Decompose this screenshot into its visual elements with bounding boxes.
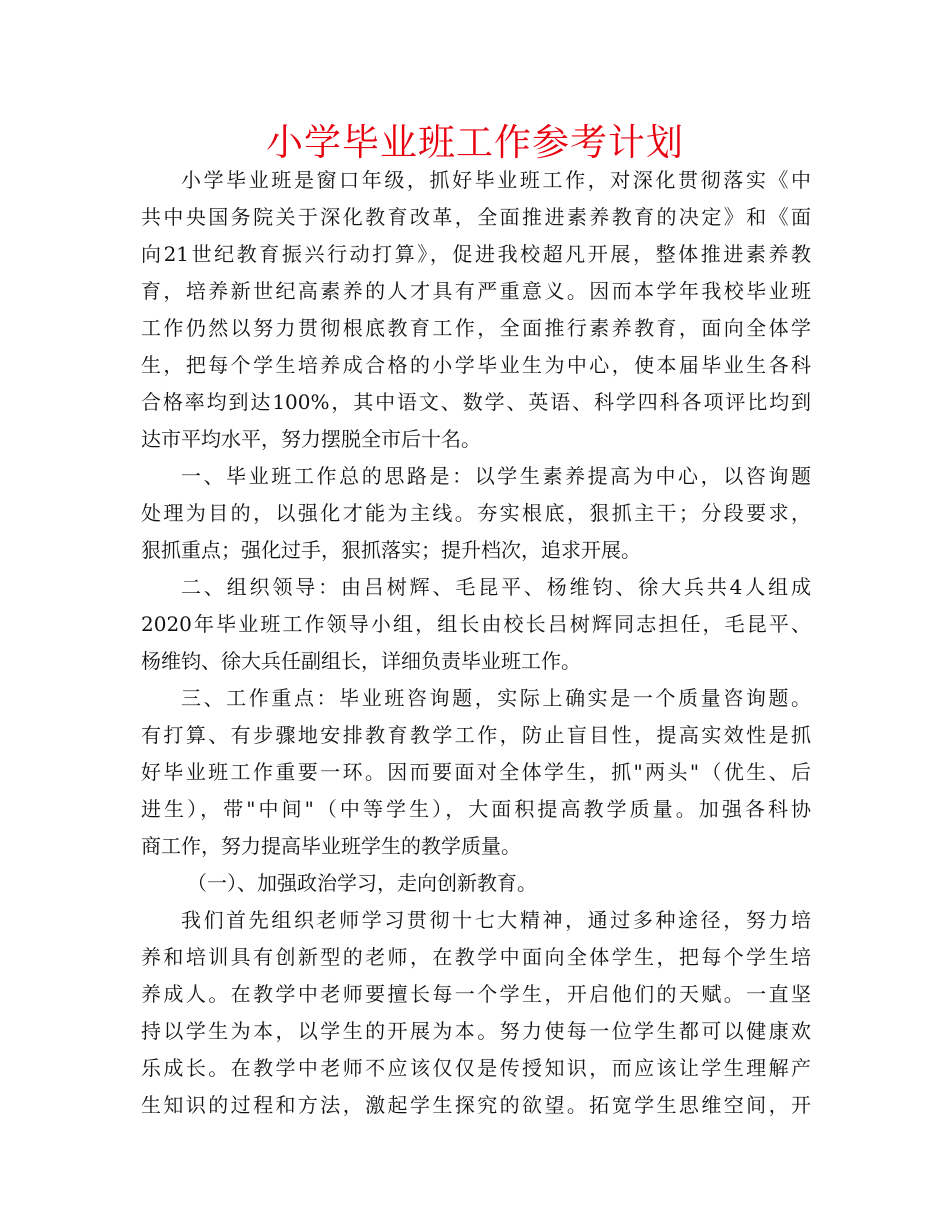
paragraph-line: 杨维钧、徐大兵任副组长，详细负责毕业班工作。 — [141, 649, 581, 673]
paragraph-line: 我们首先组织老师学习贯彻十七大精神，通过多种途径，努力培 — [181, 908, 811, 932]
paragraph-line: 二、组织领导：由吕树辉、毛昆平、杨维钧、徐大兵共4人组成 — [181, 575, 811, 599]
paragraph-line: 一、毕业班工作总的思路是：以学生素养提高为中心，以咨询题 — [181, 464, 811, 488]
paragraph-line: 共中央国务院关于深化教育改革，全面推进素养教育的决定》和《面 — [141, 205, 811, 229]
paragraph-line: 处理为目的，以强化才能为主线。夯实根底，狠抓主干；分段要求， — [141, 501, 811, 525]
paragraph-line: 三、工作重点：毕业班咨询题，实际上确实是一个质量咨询题。 — [181, 686, 811, 710]
paragraph-line: 狠抓重点；强化过手，狠抓落实；提升档次，追求开展。 — [141, 538, 641, 562]
paragraph-line: 向21世纪教育振兴行动打算》，促进我校超凡开展，整体推进素养教 — [141, 242, 811, 266]
paragraph-line: 2020年毕业班工作领导小组，组长由校长吕树辉同志担任，毛昆平、 — [141, 612, 811, 636]
paragraph-line: 生知识的过程和方法，激起学生探究的欲望。拓宽学生思维空间，开 — [141, 1093, 811, 1117]
paragraph-line: 进生），带"中间"（中等学生），大面积提高教学质量。加强各科协 — [141, 797, 811, 821]
paragraph-line: 养和培训具有创新型的老师，在教学中面向全体学生，把每个学生培 — [141, 945, 811, 969]
document-body — [141, 162, 811, 1124]
section-heading: （一）、加强政治学习，走向创新教育。 — [187, 871, 537, 895]
paragraph-line: 乐成长。在教学中老师不应该仅仅是传授知识，而应该让学生理解产 — [141, 1056, 811, 1080]
paragraph-line: 有打算、有步骤地安排教育教学工作，防止盲目性，提高实效性是抓 — [141, 723, 811, 747]
paragraph-line: 小学毕业班是窗口年级，抓好毕业班工作，对深化贯彻落实《中 — [181, 168, 811, 192]
paragraph-line: 工作仍然以努力贯彻根底教育工作，全面推行素养教育，面向全体学 — [141, 316, 811, 340]
paragraph-line: 育，培养新世纪高素养的人才具有严重意义。因而本学年我校毕业班 — [141, 279, 811, 303]
paragraph-line: 合格率均到达100%，其中语文、数学、英语、科学四科各项评比均到 — [141, 390, 811, 414]
paragraph-line: 好毕业班工作重要一环。因而要面对全体学生，抓"两头"（优生、后 — [141, 760, 811, 784]
paragraph-line: 商工作，努力提高毕业班学生的教学质量。 — [141, 834, 521, 858]
paragraph-line: 养成人。在教学中老师要擅长每一个学生，开启他们的天赋。一直坚 — [141, 982, 811, 1006]
paragraph-line: 生，把每个学生培养成合格的小学毕业生为中心，使本届毕业生各科 — [141, 353, 811, 377]
paragraph-line: 持以学生为本，以学生的开展为本。努力使每一位学生都可以健康欢 — [141, 1019, 811, 1043]
paragraph-line: 达市平均水平，努力摆脱全市后十名。 — [141, 427, 481, 451]
document-title: 小学毕业班工作参考计划 — [266, 121, 684, 164]
